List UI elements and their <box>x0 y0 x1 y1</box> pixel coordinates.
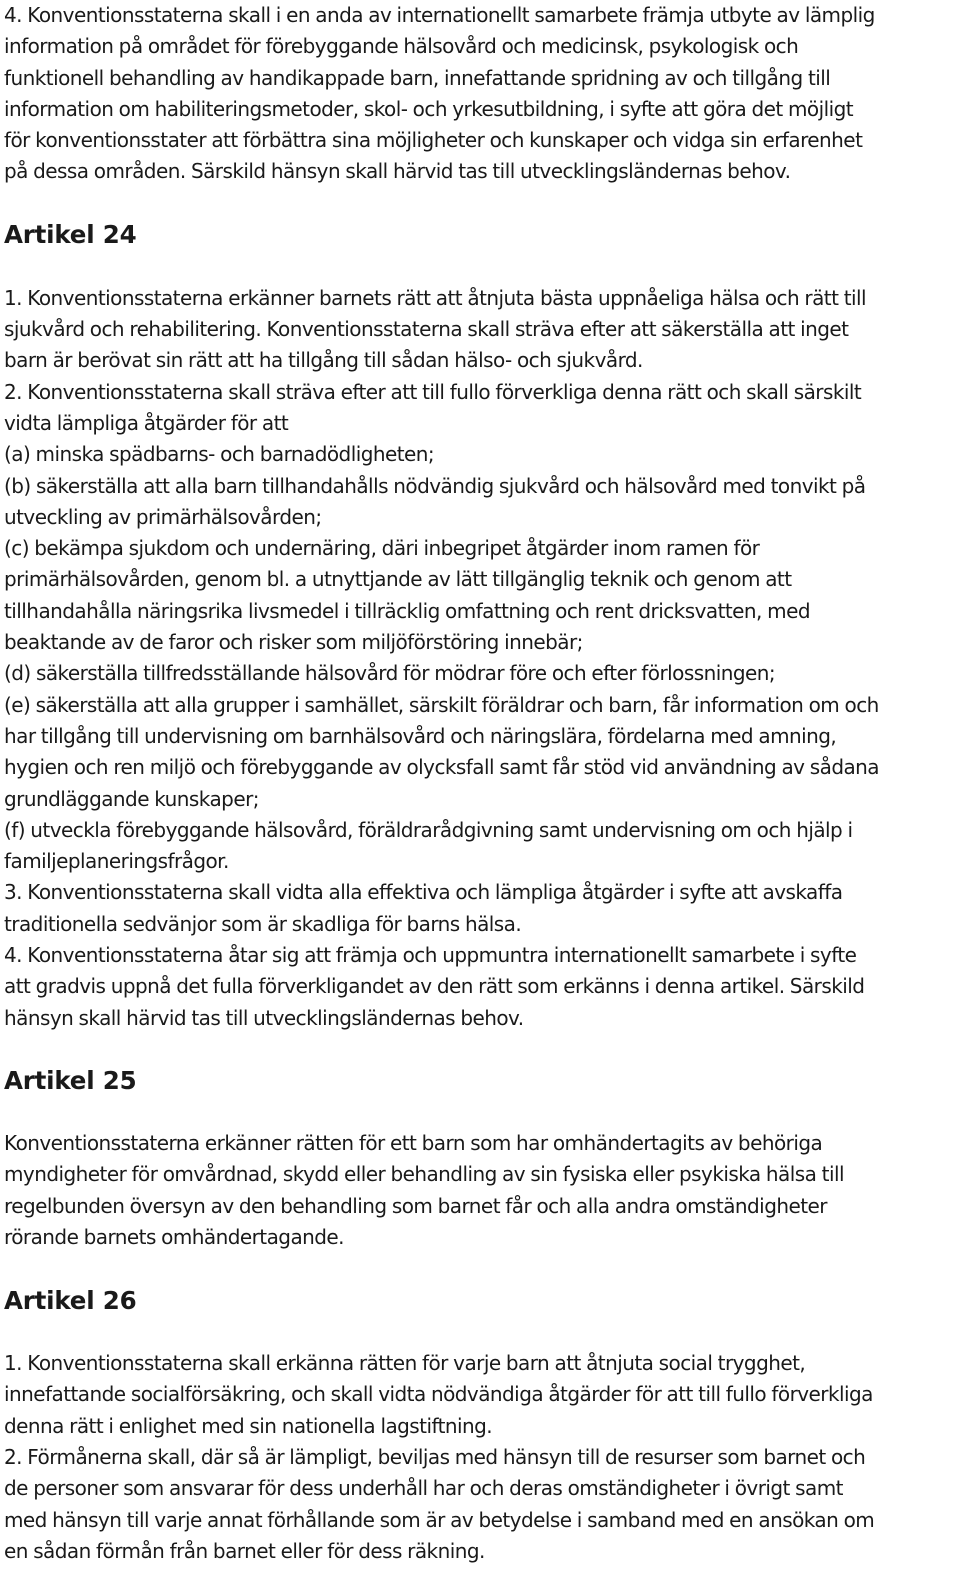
intro-paragraph: 4. Konventionsstaterna skall i en anda av internationellt samarbete främja utbyte av lämplig information på området för förebyggande hälsovård och medicinsk, psykologisk och funktionell behandling av handikappade barn, innefattande spridning av och tillgång till information om habiliteringsmetoder, skol- och yrkesutbildning, i syfte att göra det möjligt för konventionsstater att förbättra sina möjligheter och kunskaper och vidga sin erfarenhet på dessa områden. Särskild hänsyn skall härvid tas till utvecklingsländernas behov. <box>4 3 875 184</box>
article-25-text: Konventionsstaterna erkänner rätten för ett barn som har omhändertagits av behöriga myndigheter för omvårdnad, skydd eller behandling av sin fysiska eller psykiska hälsa till regelbunden översyn av den behandling som barnet får och alla andra omständigheter rörande barnets omhändertagande. <box>4 1130 844 1249</box>
article-26-text: 1. Konventionsstaterna skall erkänna rätten för varje barn att åtnjuta social trygghet, innefattande socialförsäkring, och skall vidta nödvändiga åtgärder för att till fullo förverkliga denna rätt i enlighet med sin nationella lagstiftning. 2. Förmånerna skall, där så är lämpligt, beviljas med hänsyn till de resurser som barnet och de personer som ansvarar för dess underhåll har och deras omständigheter i övrigt samt med hänsyn till varje annat förhållande som är av betydelse i samband med en ansökan om en sådan förmån från barnet eller för dess räkning. <box>4 1351 875 1563</box>
article-24-text: 1. Konventionsstaterna erkänner barnets rätt att åtnjuta bästa uppnåeliga hälsa och rätt till sjukvård och rehabilitering. Konventionsstaterna skall sträva efter att säkerställa att inget barn är berövat sin rätt att ha tillgång till sådan hälso- och sjukvård. 2. Konventionsstaterna skall sträva efter att till fullo förverkliga denna rätt och skall särskilt vidta lämpliga åtgärder för att (a) minska spädbarns- och barnadödligheten; (b) säkerställa att alla barn tillhandahålls nödvändig sjukvård och hälsovård med tonvikt på utveckling av primärhälsovården; (c) bekämpa sjukdom och undernäring, däri inbegripet åtgärder inom ramen för primärhälsovården, genom bl. a utnyttjande av lätt tillgänglig teknik och genom att tillhandahålla näringsrika livsmedel i tillräcklig omfattning och rent dricksvatten, med beaktande av de faror och risker som miljöförstöring innebär; (d) säkerställa tillfredsställande hälsovård för mödrar före och efter förlossningen; (e) säkerställa att alla grupper i samhället, särskilt föräldrar och barn, får information om och har tillgång till undervisning om barnhälsovård och näringslära, fördelarna med amning, hygien och ren miljö och förebyggande av olycksfall samt får stöd vid användning av sådana grundläggande kunskaper; (f) utveckla förebyggande hälsovård, föräldrarådgivning samt undervisning om och hjälp i familjeplaneringsfrågor. 3. Konventionsstaterna skall vidta alla effektiva och lämpliga åtgärder i syfte att avskaffa traditionella sedvänjor som är skadliga för barns hälsa. 4. Konventionsstaterna åtar sig att främja och uppmuntra internationellt samarbete i syfte att gradvis uppnå det fulla förverkligandet av den rätt som erkänns i denna artikel. Särskild hänsyn skall härvid tas till utvecklingsländernas behov. <box>4 285 880 1030</box>
article-24-heading: Artikel 24 <box>4 219 137 249</box>
article-25-heading: Artikel 25 <box>4 1065 137 1095</box>
article-26-heading: Artikel 26 <box>4 1286 137 1316</box>
